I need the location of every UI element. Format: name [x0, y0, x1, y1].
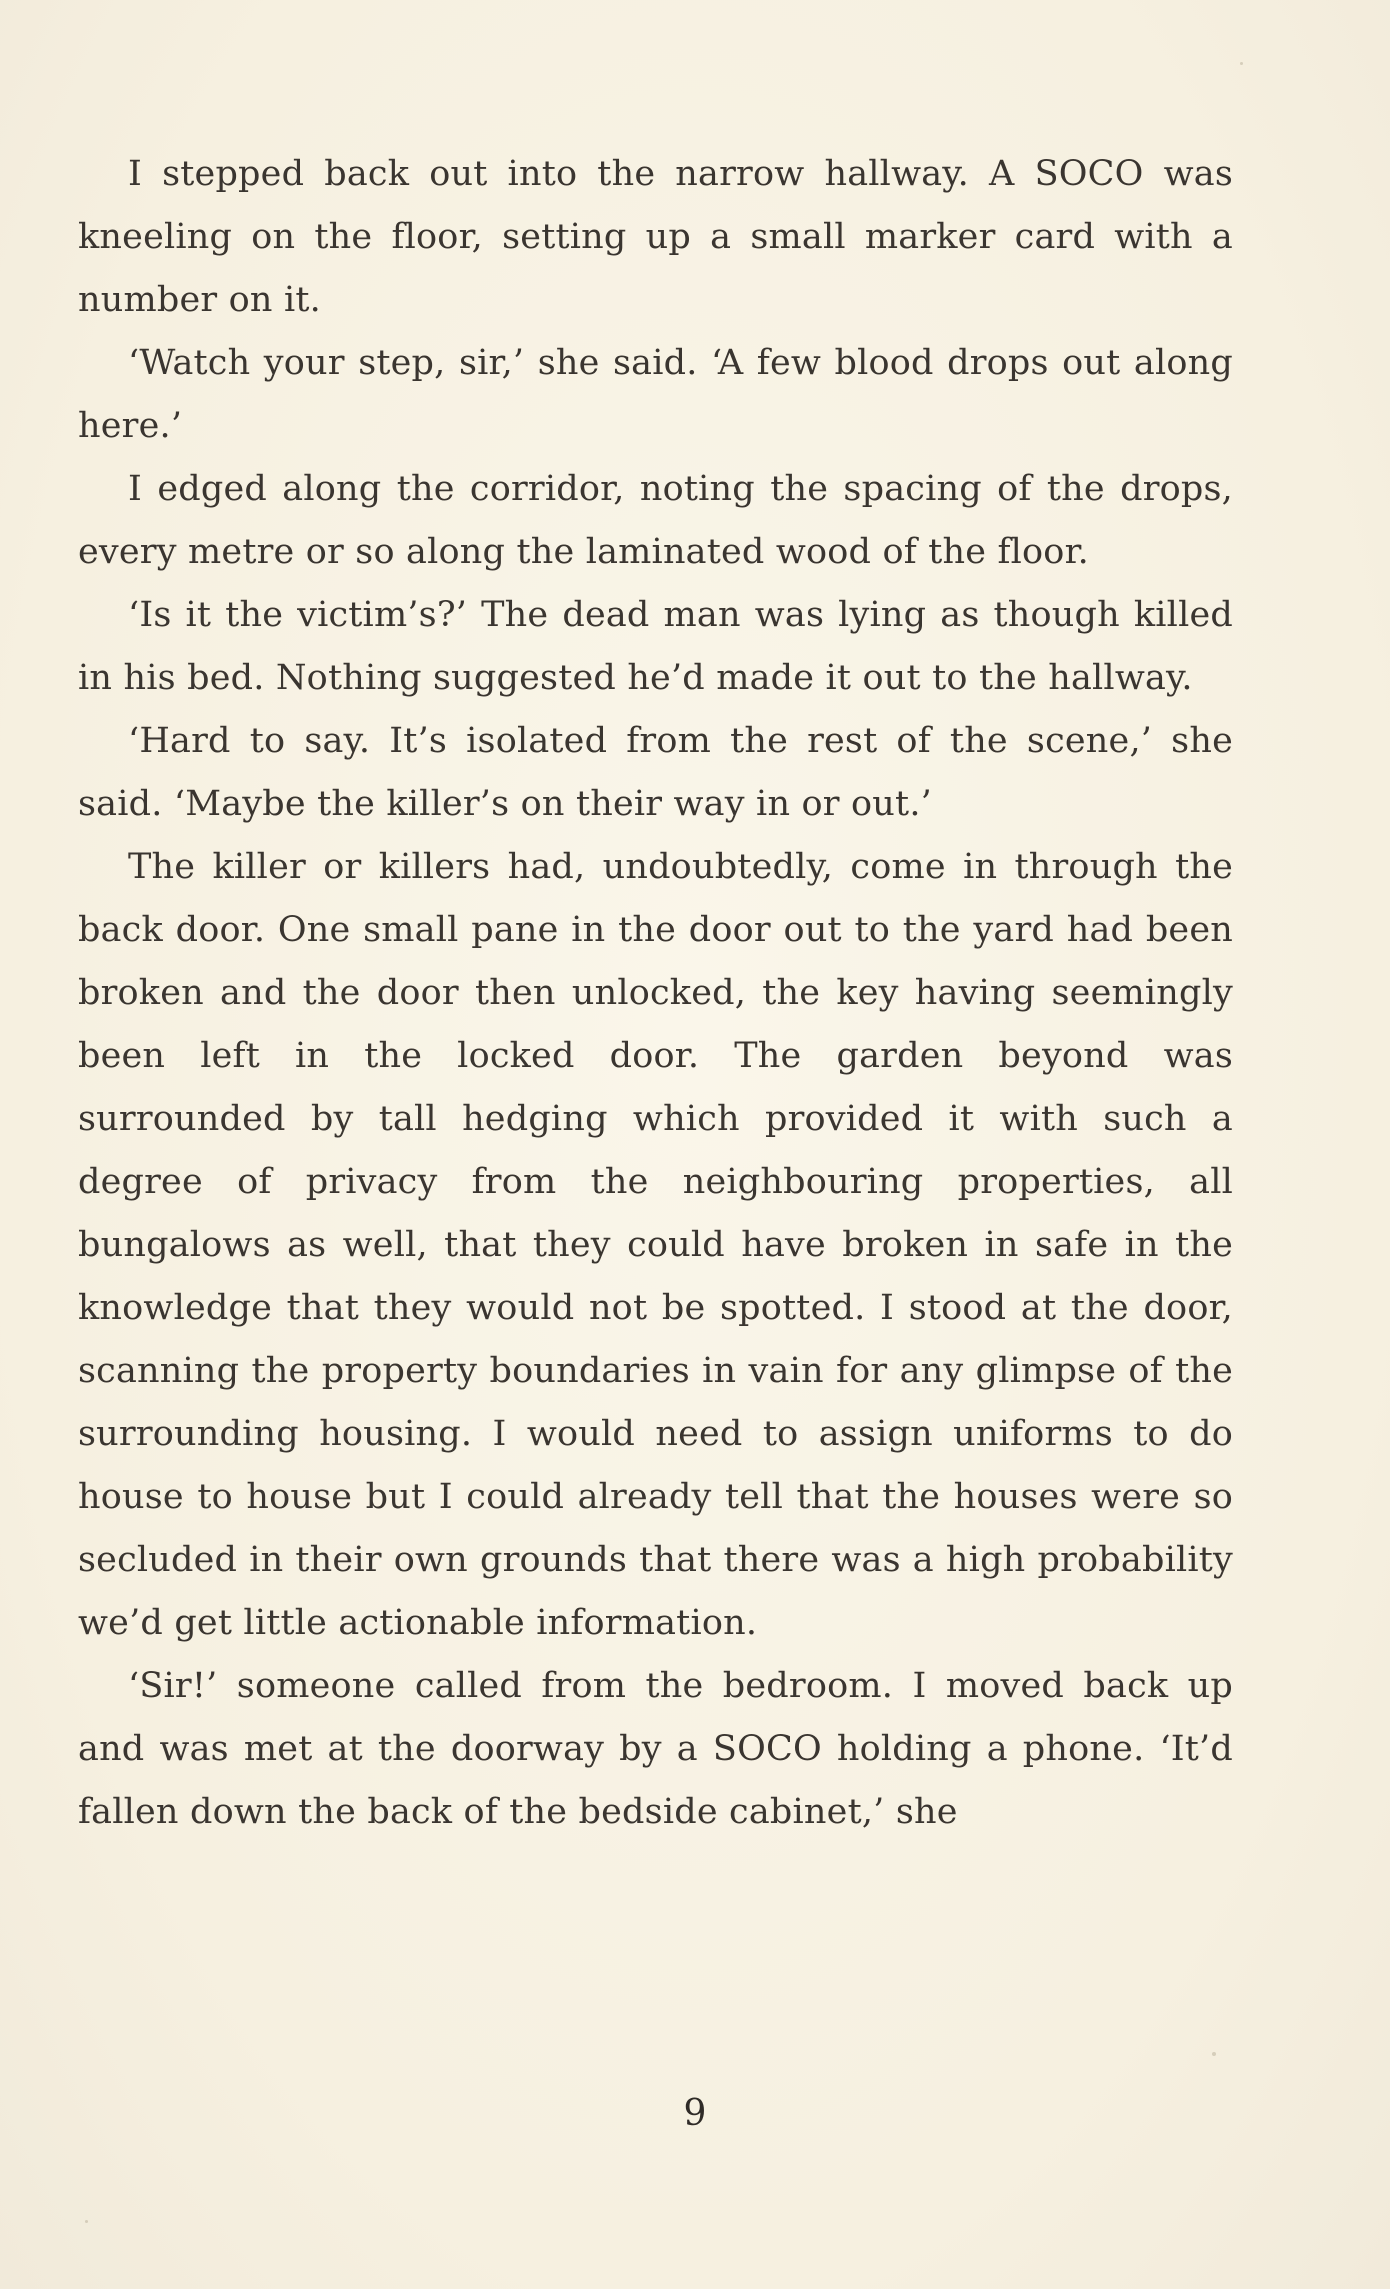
paper-speck [1212, 2052, 1216, 2056]
paragraph: ‘Is it the victim’s?’ The dead man was lying as though killed in his bed. Nothing suggested he’d made it out to the hallway. [78, 595, 1233, 698]
paragraph: ‘Hard to say. It’s isolated from the rest of the scene,’ she said. ‘Maybe the killer’s on their way in or out.’ [78, 721, 1233, 824]
paragraph: ‘Watch your step, sir,’ she said. ‘A few blood drops out along here.’ [78, 343, 1233, 446]
page-number: 9 [683, 2093, 707, 2134]
paragraph: The killer or killers had, undoubtedly, come in through the back door. One small pane in the door out to the yard had been broken and the door then unlocked, the key having seemingly been left in the locked door. The garden beyond was surrounded by tall hedging which provided it with such a degree of privacy from the neighbouring properties, all bungalows as well, that they could have broken in safe in the knowledge that they would not be spotted. I stood at the door, scanning the property boundaries in vain for any glimpse of the surrounding housing. I would need to assign uniforms to do house to house but I could already tell that the houses were so secluded in their own grounds that there was a high probability we’d get little actionable information. [78, 847, 1233, 1643]
body-text [78, 143, 1233, 1844]
paragraph: I edged along the corridor, noting the spacing of the drops, every metre or so along the laminated wood of the floor. [78, 469, 1233, 572]
paper-speck [1240, 62, 1243, 65]
paragraph: I stepped back out into the narrow hallway. A SOCO was kneeling on the floor, setting up a small marker card with a number on it. [78, 154, 1233, 320]
paragraph: ‘Sir!’ someone called from the bedroom. I moved back up and was met at the doorway by a SOCO holding a phone. ‘It’d fallen down the back of the bedside cabinet,’ she [78, 1666, 1233, 1832]
paper-speck [85, 2220, 88, 2223]
